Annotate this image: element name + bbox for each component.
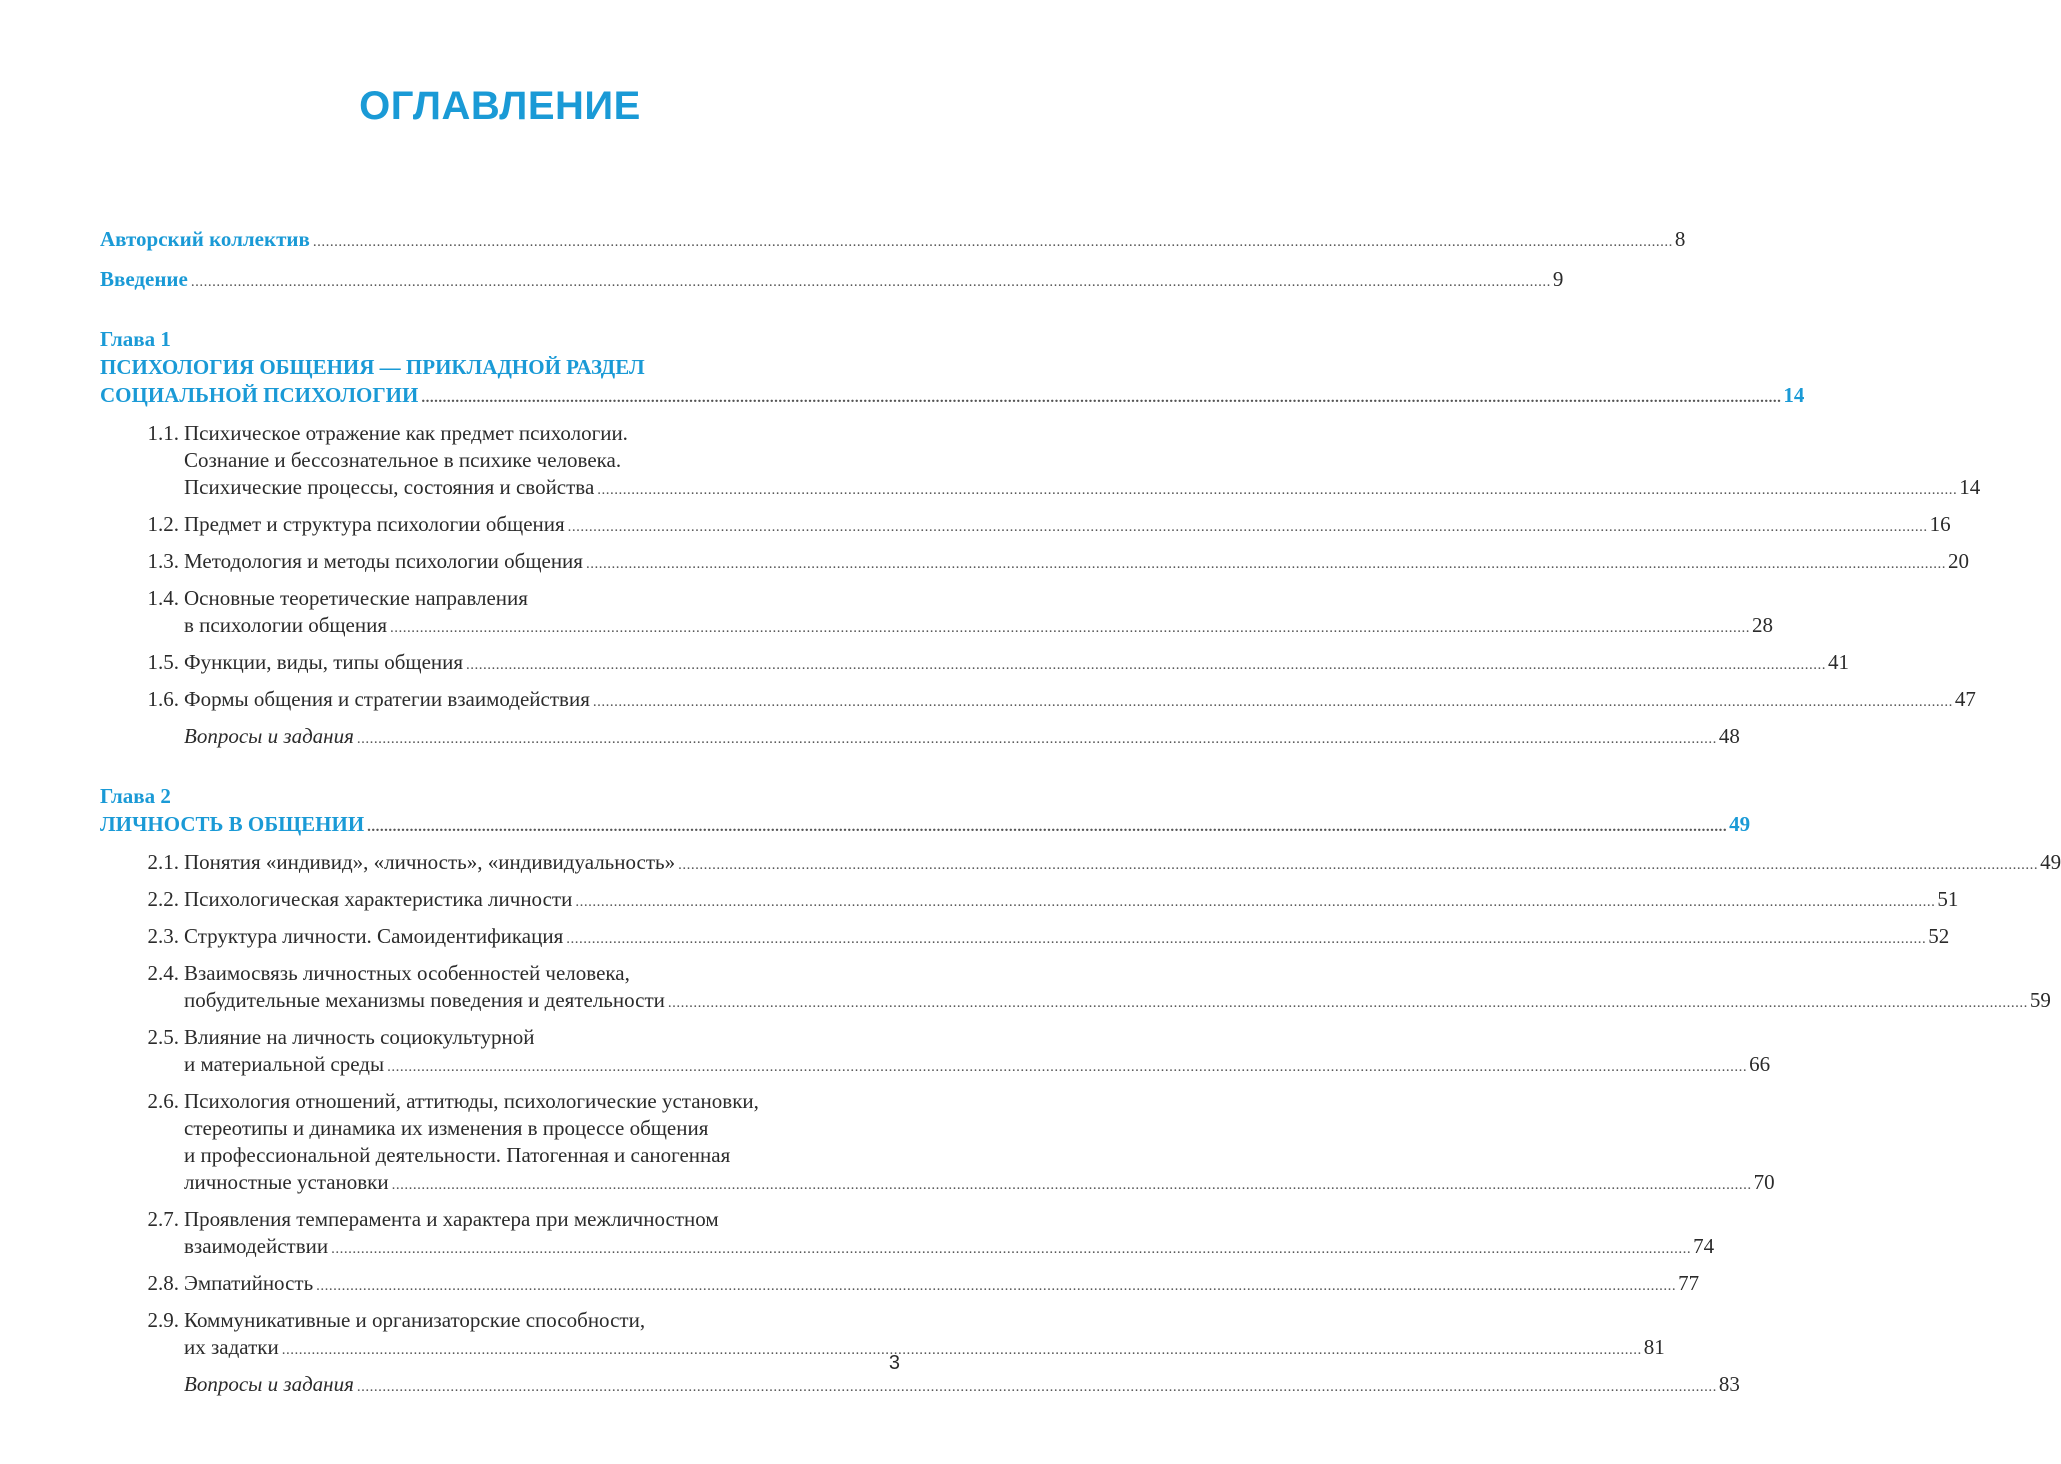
section-body <box>184 649 1849 679</box>
section-title-row[interactable] <box>184 886 1958 916</box>
section-number-cell <box>100 1307 184 1364</box>
entry-title: Функции, виды, типы общения <box>184 650 464 674</box>
section-title-row[interactable] <box>184 511 1951 541</box>
entry-title: Психологическая характеристика личности <box>184 887 573 911</box>
entry-title: Авторский коллектив <box>100 227 310 251</box>
entry-page: 14 <box>1959 475 1981 499</box>
section-entry[interactable] <box>100 1206 1715 1263</box>
section-entry[interactable] <box>100 849 2061 879</box>
dot-leader <box>313 229 1673 256</box>
section-number: 1.2. <box>147 512 179 536</box>
dot-leader <box>568 514 1928 541</box>
section-number-cell <box>100 1270 184 1300</box>
section-title-row[interactable] <box>184 987 2051 1017</box>
dot-leader <box>597 477 1957 504</box>
section-title-row[interactable] <box>184 1334 1665 1364</box>
section-number: 1.6. <box>147 687 179 711</box>
entry-page: 70 <box>1753 1170 1775 1194</box>
dot-leader <box>357 1374 1717 1401</box>
entry-title: в психологии общения <box>184 613 388 637</box>
entry-title: Структура личности. Самоидентификация <box>184 924 564 948</box>
section-number-cell <box>100 585 184 642</box>
section-title-line: Психология отношений, аттитюды, психологические установки, <box>184 1089 759 1113</box>
section-title-row[interactable] <box>184 686 1976 716</box>
entry-title: взаимодействии <box>184 1234 329 1258</box>
entry-title: личностные установки <box>184 1170 389 1194</box>
section-entry[interactable] <box>100 1307 1665 1364</box>
entry-page: 14 <box>1783 383 1805 407</box>
section-entry[interactable] <box>100 649 1850 679</box>
section-number-cell <box>100 923 184 953</box>
dot-leader <box>367 813 1727 841</box>
section-body <box>184 1270 1699 1300</box>
section-number: 2.3. <box>147 924 179 948</box>
section-entry[interactable] <box>100 585 1774 642</box>
section-entry[interactable] <box>100 686 1976 716</box>
entry-title: Психические процессы, состояния и свойства <box>184 475 595 499</box>
entry-title: Методология и методы психологии общения <box>184 549 583 573</box>
section-title-row[interactable] <box>184 612 1773 642</box>
section-number-cell <box>100 849 184 879</box>
section-body <box>184 548 1969 578</box>
dot-leader <box>586 551 1946 578</box>
section-title-line: Проявления темперамента и характера при межличностном <box>184 1207 719 1231</box>
chapter-title-line: ПСИХОЛОГИЯ ОБЩЕНИЯ — ПРИКЛАДНОЙ РАЗДЕЛ <box>100 355 645 379</box>
entry-page: 16 <box>1929 512 1951 536</box>
section-number-cell <box>100 1024 184 1081</box>
section-number: 2.9. <box>147 1308 179 1332</box>
section-body <box>184 686 1976 716</box>
section-number: 2.6. <box>147 1089 179 1113</box>
section-title-line: Основные теоретические направления <box>184 586 528 610</box>
entry-page: 9 <box>1552 267 1564 291</box>
section-number-cell <box>100 649 184 679</box>
section-title-line: Влияние на личность социокультурной <box>184 1025 535 1049</box>
section-body <box>184 1307 1665 1364</box>
dot-leader <box>282 1337 1642 1364</box>
chapter-label: Глава 1 <box>100 327 171 351</box>
entry-title: Эмпатийность <box>184 1271 314 1295</box>
entry-title: Вопросы и задания <box>184 724 354 748</box>
section-body <box>184 923 1949 953</box>
dot-leader <box>566 926 1926 953</box>
section-number: 2.7. <box>147 1207 179 1231</box>
section-title-row[interactable] <box>184 1051 1770 1081</box>
section-body <box>184 723 1740 753</box>
section-number-cell <box>100 1206 184 1263</box>
dot-leader <box>357 726 1717 753</box>
entry-page: 41 <box>1828 650 1850 674</box>
table-of-contents <box>100 226 2061 1401</box>
entry-title: Предмет и структура психологии общения <box>184 512 565 536</box>
entry-page: 51 <box>1937 887 1959 911</box>
entry-page: 49 <box>1729 812 1751 836</box>
section-title-line: Взаимосвязь личностных особенностей человека, <box>184 961 630 985</box>
section-number: 1.3. <box>147 549 179 573</box>
chapter-title-entry[interactable] <box>100 381 1805 412</box>
entry-page: 77 <box>1678 1271 1700 1295</box>
entry-title: их задатки <box>184 1335 279 1359</box>
section-title-row[interactable] <box>184 1233 1714 1263</box>
section-number: 1.1. <box>147 421 179 445</box>
dot-leader <box>466 652 1826 679</box>
page-number: 3 <box>888 1352 900 1374</box>
section-title-row[interactable] <box>184 923 1949 953</box>
entry-page: 28 <box>1752 613 1774 637</box>
dot-leader <box>593 689 1953 716</box>
entry-title: побудительные механизмы поведения и деятельности <box>184 988 665 1012</box>
section-number-cell <box>100 1088 184 1199</box>
section-entry[interactable] <box>100 1024 1771 1081</box>
section-entry[interactable] <box>100 1270 1700 1300</box>
section-entry[interactable] <box>100 1088 1775 1199</box>
entry-page: 47 <box>1954 687 1976 711</box>
section-number-cell <box>100 886 184 916</box>
entry-page: 49 <box>2040 850 2061 874</box>
entry-page: 81 <box>1643 1335 1665 1359</box>
section-number-cell <box>100 511 184 541</box>
entry-page: 83 <box>1718 1372 1740 1396</box>
section-number: 1.4. <box>147 586 179 610</box>
section-number: 2.8. <box>147 1271 179 1295</box>
section-title-row[interactable] <box>184 723 1740 753</box>
section-number-cell <box>100 1371 184 1401</box>
entry-page: 52 <box>1928 924 1950 948</box>
entry-page: 48 <box>1718 724 1740 748</box>
entry-title: Введение <box>100 267 188 291</box>
section-body <box>184 1371 1740 1401</box>
dot-leader <box>421 384 1781 412</box>
section-body <box>184 1206 1714 1263</box>
section-entry[interactable] <box>100 1371 1740 1401</box>
section-body <box>184 886 1958 916</box>
section-body <box>184 960 2051 1017</box>
section-number: 2.4. <box>147 961 179 985</box>
section-title-row[interactable] <box>184 474 1980 504</box>
entry-title: и материальной среды <box>184 1052 385 1076</box>
entry-title: СОЦИАЛЬНОЙ ПСИХОЛОГИИ <box>100 383 419 407</box>
section-title-line: и профессиональной деятельности. Патогенная и саногенная <box>184 1143 731 1167</box>
section-entry[interactable] <box>100 723 1740 753</box>
section-number-cell <box>100 548 184 578</box>
section-entry[interactable] <box>100 886 1959 916</box>
dot-leader <box>392 1172 1752 1199</box>
section-body <box>184 420 1980 504</box>
section-entry[interactable] <box>100 511 1951 541</box>
section-number: 2.5. <box>147 1025 179 1049</box>
dot-leader <box>668 990 2028 1017</box>
entry-title: Понятия «индивид», «личность», «индивидуальность» <box>184 850 676 874</box>
section-number: 2.1. <box>147 850 179 874</box>
entry-page: 66 <box>1749 1052 1771 1076</box>
entry-title: ЛИЧНОСТЬ В ОБЩЕНИИ <box>100 812 365 836</box>
section-entry[interactable] <box>100 548 1969 578</box>
entry-page: 8 <box>1674 227 1686 251</box>
dot-leader <box>678 852 2038 879</box>
page-title: ОГЛАВЛЕНИЕ <box>359 84 641 128</box>
section-body <box>184 1024 1770 1081</box>
section-title-line: Психическое отражение как предмет психологии. <box>184 421 628 445</box>
section-entry[interactable] <box>100 420 1981 504</box>
section-number-cell <box>100 960 184 1017</box>
chapter-title-entry[interactable] <box>100 810 1751 841</box>
entry-page: 59 <box>2029 988 2051 1012</box>
front-matter-entry[interactable] <box>100 266 1564 296</box>
section-title-line: Коммуникативные и организаторские способности, <box>184 1308 646 1332</box>
section-number: 2.2. <box>147 887 179 911</box>
section-body <box>184 849 2061 879</box>
entry-page: 74 <box>1693 1234 1715 1258</box>
section-title-row[interactable] <box>184 1371 1740 1401</box>
section-number-cell <box>100 723 184 753</box>
section-body <box>184 585 1773 642</box>
dot-leader <box>316 1273 1676 1300</box>
chapter-label: Глава 2 <box>100 784 171 808</box>
dot-leader <box>191 269 1551 296</box>
dot-leader <box>331 1236 1691 1263</box>
section-title-row[interactable] <box>184 649 1849 679</box>
section-title-row[interactable] <box>184 1270 1699 1300</box>
section-title-row[interactable] <box>184 1169 1775 1199</box>
front-matter-entry[interactable] <box>100 226 1686 256</box>
section-title-line: стереотипы и динамика их изменения в процессе общения <box>184 1116 709 1140</box>
dot-leader <box>387 1054 1747 1081</box>
section-body <box>184 1088 1775 1199</box>
section-number: 1.5. <box>147 650 179 674</box>
section-title-row[interactable] <box>184 849 2061 879</box>
entry-title: Вопросы и задания <box>184 1372 354 1396</box>
dot-leader <box>575 889 1935 916</box>
section-title-row[interactable] <box>184 548 1969 578</box>
section-body <box>184 511 1951 541</box>
section-number-cell <box>100 420 184 504</box>
section-title-line: Сознание и бессознательное в психике человека. <box>184 448 622 472</box>
entry-title: Формы общения и стратегии взаимодействия <box>184 687 590 711</box>
entry-page: 20 <box>1947 549 1969 573</box>
section-number-cell <box>100 686 184 716</box>
section-entry[interactable] <box>100 923 1950 953</box>
dot-leader <box>390 615 1750 642</box>
section-entry[interactable] <box>100 960 2051 1017</box>
